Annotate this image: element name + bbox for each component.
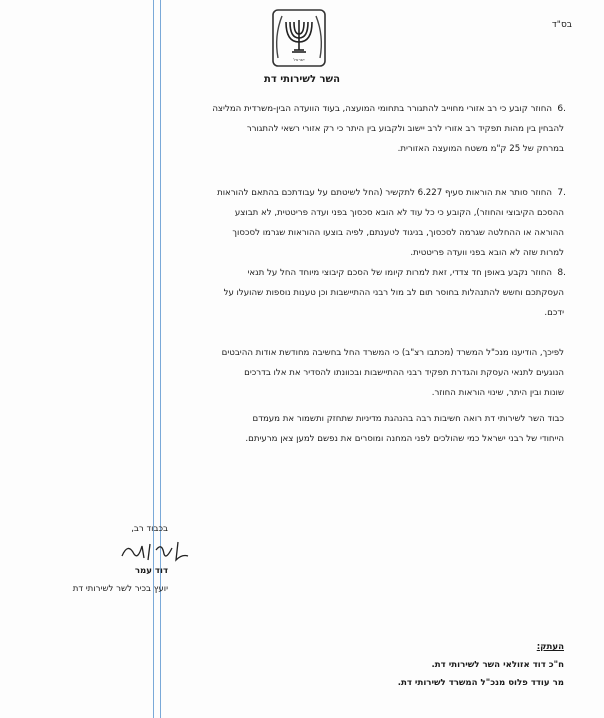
- item-8-line-2: העסקתכם וחשש להתנהלות בחוסר תום לב מול רבני ההתיישבות וכן טענות נוספות שהועלו על: [223, 288, 564, 298]
- item-6-line-3: במרחק של 25 ק"מ משטח המועצה האזורית.: [397, 144, 564, 154]
- margin-line-left: [153, 0, 154, 718]
- item-7-line-3: ההוראה או ההחלטה שגרמה לסכסוך, בניגוד לטענתם, לפיה בוצעו ההוראות שגרמו לסכסוך: [232, 228, 564, 238]
- handwritten-signature: [118, 536, 198, 564]
- signatory-role: יועץ בכיר לשר לשירותי דת: [72, 584, 168, 594]
- menorah-emblem-icon: [270, 8, 328, 68]
- item-number: 7.: [557, 188, 566, 198]
- svg-text:ישראל: ישראל: [293, 57, 305, 62]
- closing-1-line-3: שונות ובין היתר, שינוי הוראות החוזר.: [431, 388, 564, 398]
- cc-line-1: ח"כ דוד אזולאי השר לשירותי דת.: [431, 660, 564, 670]
- closing-1-line-1: לפיכך, הודיענו מנכ"ל המשרד (מכתבו רצ"ב) כי המשרד החל בחשיבה מחודשת אודות ההיבטים: [221, 348, 564, 358]
- regards-text: בכבוד רב,: [131, 524, 168, 534]
- cc-label: העתק:: [536, 642, 564, 652]
- item-6-line-2: להבחין בין מהות תפקיד רב אזורי לרב יישוב ולקבוע בין היתר כי רק אזורי רשאי להתגורר: [246, 124, 564, 134]
- item-7-line-4: למרות שזה לא הובא בפני וועדה פריטטית.: [410, 248, 564, 258]
- item-8-line-3: ידכם.: [544, 308, 564, 318]
- item-7-line-2: ההסכם הקיבוצי והחוזר), הקובע כי כל עוד לא הובא סכסוך בפני ועדה פריטטית, לא תבוצע: [234, 208, 564, 218]
- margin-line-right: [160, 0, 161, 718]
- item-8-line-1: החוזר נקבע באופן חד צדדי, זאת למרות קיומו של הסכם קיבוצי מיוחד החל על תנאי: [247, 268, 552, 278]
- cc-line-2: מר עודד פלוס מנכ"ל המשרד לשירותי דת.: [397, 678, 564, 688]
- item-7-line-1: החוזר סותר את הוראות סעיף 6.227 לתקשיר (החל לשיטתם על עבודתכם בהתאם להוראות: [217, 188, 552, 198]
- item-number: 6.: [557, 104, 566, 114]
- closing-2-line-2: הייחודי של רבני ישראל כמי שהולכים לפני המחנה ומוסרים את נפשם למען צאן מרעיתם.: [245, 434, 564, 444]
- bsd-mark: בס"ד: [551, 20, 572, 30]
- signatory-name: דוד עמר: [134, 566, 168, 576]
- closing-2-line-1: כבוד השר לשירותי דת רואה חשיבות רבה בהנהגת מדיניות שתחזק ותשמור את מעמדם: [252, 414, 564, 424]
- item-number: 8.: [557, 268, 566, 278]
- minister-title: השר לשירותי דת: [264, 74, 340, 85]
- closing-1-line-2: הנוגעים לתנאי העסקת והגדרת תפקיד רבני ההתיישבות ובכוונתו להסדיר את אלו בדרכים: [244, 368, 564, 378]
- item-6-line-1: החוזר קובע כי רב אזורי מחוייב להתגורר בתחומי המועצה, בעוד הוועדה הבין-משרדית המליצה: [212, 104, 552, 114]
